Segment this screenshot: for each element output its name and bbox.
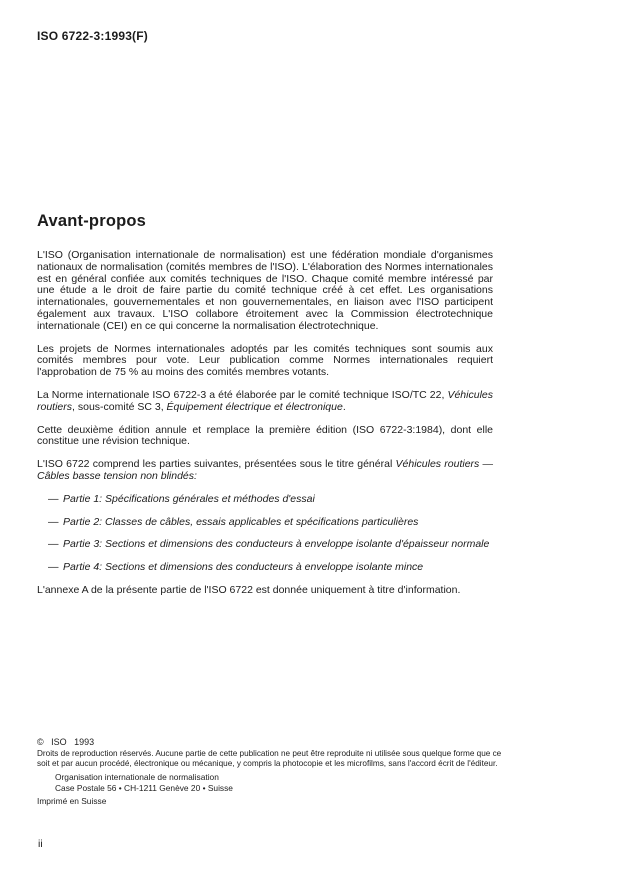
publisher-postal: Case Postale 56 • CH-1211 Genève 20 • Suisse [55, 782, 233, 793]
list-item-text: Partie 1: Spécifications générales et méthodes d'essai [63, 492, 315, 505]
paragraph-committee-text: La Norme internationale ISO 6722-3 a été élaborée par le comité technique ISO/TC 22, [37, 388, 448, 401]
paragraph-second-edition: Cette deuxième édition annule et remplace la première édition (ISO 6722-3:1984), dont elle constitue une révision technique. [37, 423, 493, 448]
parts-list [37, 494, 493, 574]
paragraph-committee-text: , sous-comité SC 3, [72, 400, 167, 413]
paragraph-committee-subcommittee-italic: Équipement électrique et électronique [166, 400, 343, 413]
document-body [37, 212, 493, 597]
list-item-text: Partie 2: Classes de câbles, essais applicables et spécifications particulières [63, 515, 419, 528]
paragraph-parts-intro-series-title-italic: Véhicules routiers — Câbles basse tension non blindés: [37, 458, 494, 482]
page-number: ii [38, 838, 43, 850]
section-title: Avant-propos [37, 212, 147, 230]
footer [37, 737, 507, 806]
list-dash: — [48, 515, 59, 528]
list-item-part4 [37, 562, 493, 574]
list-item-text: Partie 4: Sections et dimensions des conducteurs à enveloppe isolante mince [63, 561, 424, 574]
paragraph-committee [37, 390, 493, 414]
publisher-address [55, 772, 507, 792]
paragraph-committee-title-italic: Véhicules routiers [37, 388, 493, 413]
list-item-part3 [37, 539, 493, 551]
list-dash: — [48, 492, 59, 505]
printed-in-line: Imprimé en Suisse [37, 795, 107, 806]
document-reference: ISO 6722-3:1993(F) [37, 29, 148, 43]
paragraph-committee-text: . [342, 400, 346, 413]
list-dash: — [48, 538, 59, 551]
list-dash: — [48, 561, 59, 574]
publisher-name: Organisation internationale de normalisation [55, 772, 219, 783]
copyright-line: © ISO 1993 [37, 737, 95, 747]
paragraph-iso-federation: L'ISO (Organisation internationale de normalisation) est une fédération mondiale d'organismes nationaux de normalisation (comités membres de l'ISO). L'élaboration des Normes internationales est en général confiée aux comités techniques de l'ISO. Chaque comité membre intéressé par une étude a le droit de faire partie du comité technique créé à cet effet. Les organisations internationales, gouvernementales et non gouvernementales, en liaison avec l'ISO participent également aux travaux. L'ISO collabore étroitement avec la Commission électrotechnique internationale (CEI) en ce qui concerne la normalisation électrotechnique. [37, 249, 493, 332]
list-item-part1 [37, 494, 493, 506]
paragraph-parts-intro [37, 459, 493, 483]
copyright-notice: Droits de reproduction réservés. Aucune partie de cette publication ne peut être reproduite ni utilisée sous quelque forme que ce soit et par aucun procédé, électronique ou mécanique, y compris la photocopie et les microfilms, sans l'accord écrit de l'éditeur. [37, 749, 502, 769]
list-item-text: Partie 3: Sections et dimensions des conducteurs à enveloppe isolante d'épaisseur normale [63, 538, 490, 551]
paragraph-voting-rules: Les projets de Normes internationales adoptés par les comités techniques sont soumis aux comités membres pour vote. Leur publication comme Normes internationales requiert l'approbation de 75 % au moins des comités membres votants. [37, 342, 493, 379]
paragraph-parts-intro-text: L'ISO 6722 comprend les parties suivantes, présentées sous le titre général [37, 458, 396, 471]
paragraph-annex-note: L'annexe A de la présente partie de l'ISO 6722 est donnée uniquement à titre d'information. [37, 583, 461, 596]
list-item-part2 [37, 517, 493, 529]
